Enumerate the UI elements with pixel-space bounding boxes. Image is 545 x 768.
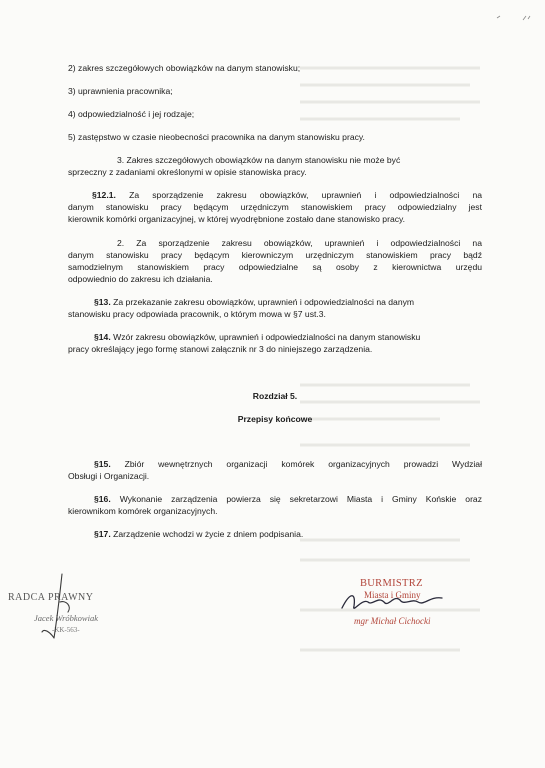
paragraph-12-2-line4: odpowiednio do zakresu ich działania. [68,274,213,284]
legal-advisor-title: RADCA PRAWNY [8,592,94,603]
paragraph-12-line3: kierownik komórki organizacyjnej, w której wyodrębnione zostało dane stanowisko pracy. [68,214,406,224]
list-item-5: 5) zastępstwo w czasie nieobecności pracownika na danym stanowisku pracy. [68,132,365,142]
legal-advisor-name: Jacek Wróbkowiak [34,613,98,623]
paragraph-number-13: §13. [94,297,111,307]
list-item-3: 3) uprawnienia pracownika; [68,86,173,96]
paragraph-12-2-line2: danym stanowisku pracy będącym kierowniczym urzędniczym stanowiskiem pracy bądź [68,250,482,260]
legal-advisor-number: -KK-563- [52,626,80,634]
paragraph-14-line1: §14. Wzór zakresu obowiązków, uprawnień i odpowiedzialności na danym stanowisku [94,332,421,342]
paragraph-15-line1: §15. Zbiór wewnętrznych organizacji komórek organizacyjnych prowadzi Wydział [94,459,482,469]
paragraph-13-line1: §13. Za przekazanie zakresu obowiązków, uprawnień i odpowiedzialności na danym [94,297,415,307]
paragraph-16-line1: §16. Wykonanie zarządzenia powierza się sekretarzowi Miasta i Gminy Końskie oraz [94,494,483,504]
paragraph-12-line1: §12.1. Za sporządzenie zakresu obowiązków, uprawnień i odpowiedzialności na [92,190,483,200]
corner-marks [495,10,535,24]
mayor-title: BURMISTRZ [360,578,423,589]
paragraph-13-line2: stanowisku pracy odpowiada pracownik, o którym mowa w §7 ust.3. [68,309,326,319]
paragraph-number-15: §15. [94,459,111,469]
paragraph-number-14: §14. [94,332,111,342]
paragraph-14-line2: pracy określający jego formę stanowi załącznik nr 3 do niniejszego zarządzenia. [68,344,373,354]
paragraph-number-17: §17. [94,529,111,539]
paragraph-12-2-line3: samodzielnym stanowiskiem pracy odpowiedzialne są osoby z kierownictwa urzędu [68,262,482,272]
paragraph-16-line2: kierownikom komórek organizacyjnych. [68,506,218,516]
paragraph-17-line1: §17. Zarządzenie wchodzi w życie z dniem podpisania. [94,529,304,539]
paragraph-number-12: §12.1. [92,190,116,200]
paragraph-11-3-line1: 3. Zakres szczegółowych obowiązków na danym stanowisku nie może być [117,155,401,165]
paragraph-12-2-line1: 2. Za sporządzenie zakresu obowiązków, uprawnień i odpowiedzialności na [117,238,482,248]
list-item-4: 4) odpowiedzialność i jej rodzaje; [68,109,195,119]
chapter-subtitle: Przepisy końcowe [237,414,313,424]
list-item-2: 2) zakres szczegółowych obowiązków na danym stanowisku; [68,63,301,73]
paragraph-12-line2: danym stanowisku pracy będącym urzędniczym stanowiskiem pracy odpowiedzialny jest [68,202,482,212]
mayor-name: mgr Michał Cichocki [354,616,431,626]
paragraph-11-3-line2: sprzeczny z zadaniami określonymi w opisie stanowiska pracy. [68,167,307,177]
mayor-signature [338,588,448,618]
legal-advisor-signature [40,572,80,652]
chapter-title: Rozdział 5. [252,391,298,401]
paragraph-number-16: §16. [94,494,111,504]
paragraph-15-line2: Obsługi i Organizacji. [68,471,150,481]
mayor-subtitle: Miasta i Gminy [364,590,421,600]
